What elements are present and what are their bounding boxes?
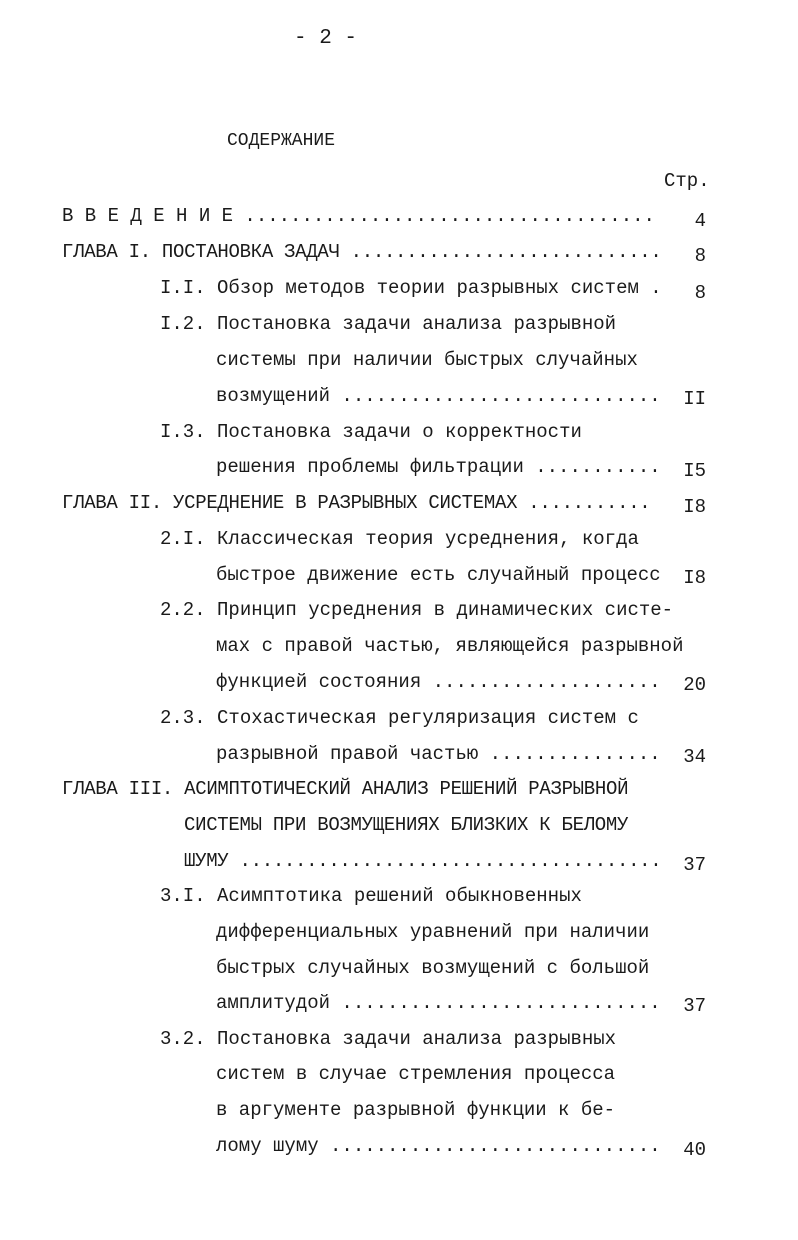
page-number: - 2 - [294, 27, 358, 50]
toc-page-2-3: 34 [683, 746, 706, 768]
toc-page-1-1: 8 [694, 282, 706, 304]
toc-entry-3-2-line4: лому шуму ............................. [216, 1135, 661, 1157]
toc-page-chapter-2: I8 [683, 496, 706, 518]
toc-entry-chapter-1: ГЛАВА I. ПОСТАНОВКА ЗАДАЧ ............................ [62, 241, 662, 263]
toc-page-introduction: 4 [694, 210, 706, 232]
toc-entry-chapter-2: ГЛАВА II. УСРЕДНЕНИЕ В РАЗРЫВНЫХ СИСТЕМАХ ........... [62, 492, 651, 514]
toc-entry-1-2-line1: I.2. Постановка задачи анализа разрывной [160, 313, 617, 335]
toc-page-1-2: II [683, 388, 706, 410]
toc-entry-2-3-line2: разрывной правой частью ............... [216, 743, 661, 765]
toc-entry-2-1-line2: быстрое движение есть случайный процесс [216, 564, 661, 586]
toc-entry-3-1-line1: 3.I. Асимптотика решений обыкновенных [160, 885, 582, 907]
toc-entry-chapter-3-line3: ШУМУ ...................................... [184, 850, 662, 872]
toc-entry-3-1-line4: амплитудой ............................ [216, 992, 661, 1014]
toc-entry-2-1-line1: 2.I. Классическая теория усреднения, когда [160, 528, 639, 550]
toc-entry-3-1-line3: быстрых случайных возмущений с большой [216, 957, 650, 979]
toc-entry-1-2-line3: возмущений ............................ [216, 385, 661, 407]
toc-entry-1-2-line2: системы при наличии быстрых случайных [216, 349, 638, 371]
toc-entry-1-3-line1: I.3. Постановка задачи о корректности [160, 421, 582, 443]
toc-page-chapter-1: 8 [694, 245, 706, 267]
toc-entry-3-2-line3: в аргументе разрывной функции к бе- [216, 1099, 616, 1121]
toc-entry-2-2-line3: функцией состояния .................... [216, 671, 661, 693]
toc-entry-2-3-line1: 2.3. Стохастическая регуляризация систем с [160, 707, 639, 729]
toc-entry-chapter-3-line1: ГЛАВА III. АСИМПТОТИЧЕСКИЙ АНАЛИЗ РЕШЕНИЙ РАЗРЫВНОЙ [62, 778, 629, 800]
toc-page-chapter-3: 37 [683, 854, 706, 876]
toc-page-1-3: I5 [683, 460, 706, 482]
toc-entry-3-2-line1: 3.2. Постановка задачи анализа разрывных [160, 1028, 617, 1050]
toc-title: СОДЕРЖАНИЕ [227, 131, 336, 151]
toc-entry-3-1-line2: дифференциальных уравнений при наличии [216, 921, 650, 943]
toc-page-3-2: 40 [683, 1139, 706, 1161]
toc-page-2-1: I8 [683, 567, 706, 589]
toc-entry-2-2-line2: мах с правой частью, являющейся разрывной [216, 635, 684, 657]
toc-entry-1-1: I.I. Обзор методов теории разрывных систем . [160, 277, 662, 299]
toc-entry-2-2-line1: 2.2. Принцип усреднения в динамических систе- [160, 599, 674, 621]
toc-entry-chapter-3-line2: СИСТЕМЫ ПРИ ВОЗМУЩЕНИЯХ БЛИЗКИХ К БЕЛОМУ [184, 814, 629, 836]
toc-page-3-1: 37 [683, 995, 706, 1017]
toc-entry-1-3-line2: решения проблемы фильтрации ........... [216, 456, 661, 478]
toc-page-2-2: 20 [683, 674, 706, 696]
toc-entry-3-2-line2: систем в случае стремления процесса [216, 1063, 616, 1085]
page-column-label: Стр. [664, 170, 710, 192]
toc-entry-introduction: В В Е Д Е Н И Е .................................... [62, 205, 655, 227]
